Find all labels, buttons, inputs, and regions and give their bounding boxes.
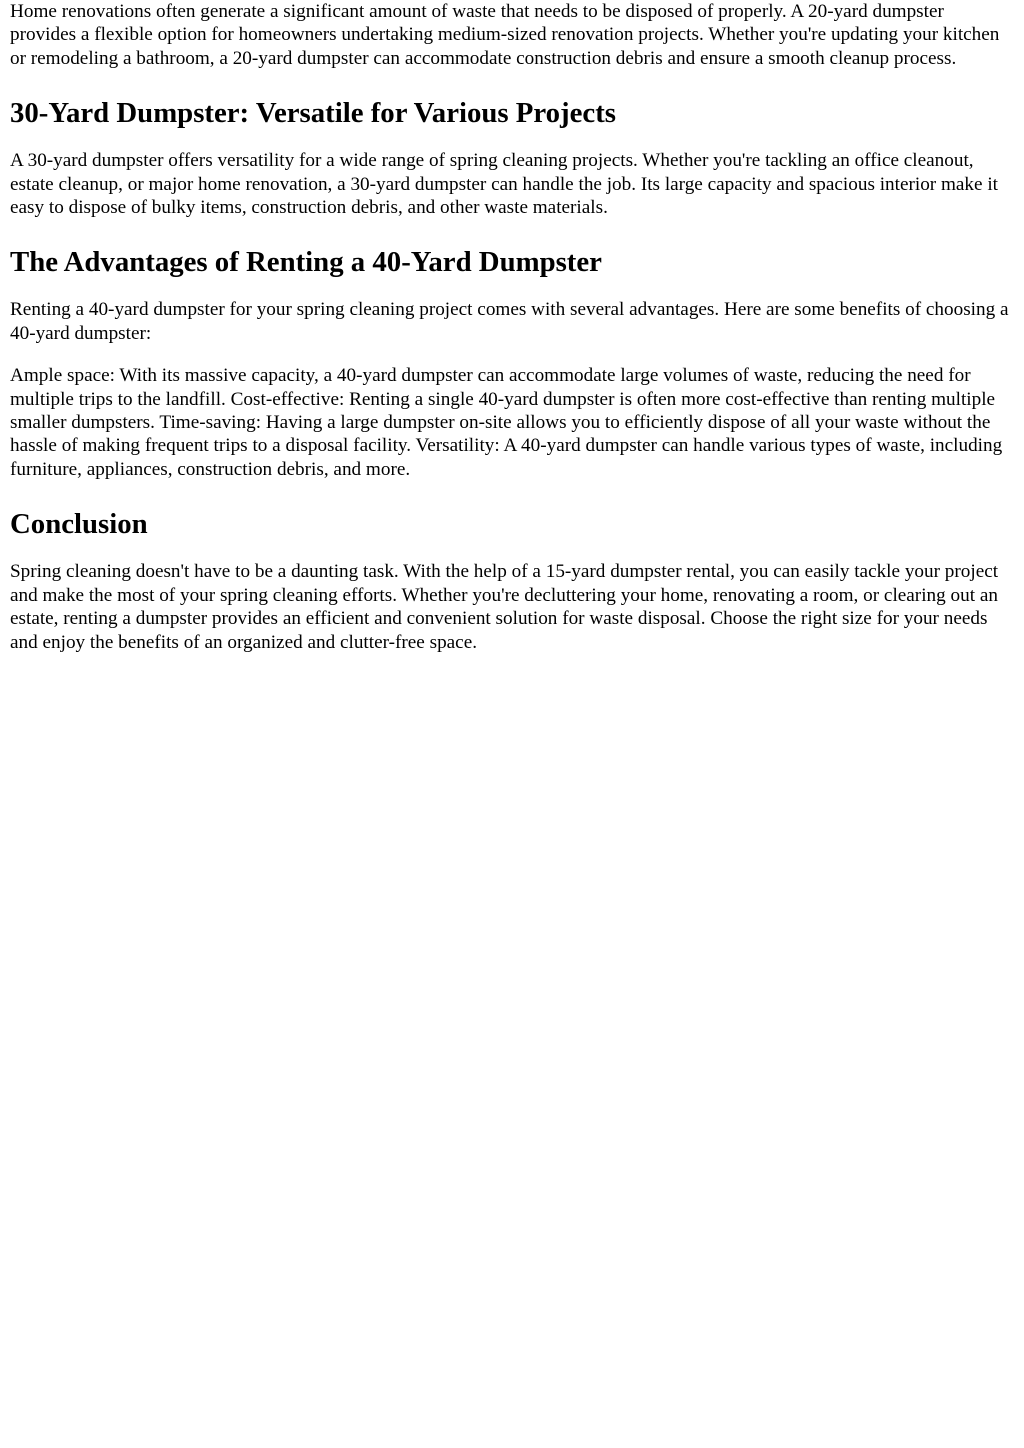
section-paragraph-30-yard: A 30-yard dumpster offers versatility for a wide range of spring cleaning projects. Whether you're tackling an office cleanout, estate cleanup, or major home renovation, a 30-yard dumpster can handle the job. Its large capacity and spacious interior make it easy to dispose of bulky items, construction debris, and other waste materials.	[10, 150, 998, 219]
section-paragraph-conclusion: Spring cleaning doesn't have to be a daunting task. With the help of a 15-yard dumpster rental, you can easily tackle your project and make the most of your spring cleaning efforts. Whether you're decluttering your home, renovating a room, or clearing out an estate, renting a dumpster provides an efficient and convenient solution for waste disposal. Choose the right size for your needs and enjoy the benefits of an organized and clutter-free space.	[10, 561, 999, 653]
section-heading-30-yard: 30-Yard Dumpster: Versatile for Various Projects	[10, 97, 616, 130]
section-paragraph-40-yard-intro: Renting a 40-yard dumpster for your spring cleaning project comes with several advantages. Here are some benefits of choosing a 40-yard dumpster:	[10, 299, 1009, 344]
section-heading-40-yard: The Advantages of Renting a 40-Yard Dumpster	[10, 246, 602, 279]
section-paragraph-40-yard-benefits: Ample space: With its massive capacity, a 40-yard dumpster can accommodate large volumes of waste, reducing the need for multiple trips to the landfill. Cost-effective: Renting a single 40-yard dumpster is often more cost-effective than renting multiple smaller dumpsters. Time-saving: Having a large dumpster on-site allows you to efficiently dispose of all your waste without the hassle of making frequent trips to a disposal facility. Versatility: A 40-yard dumpster can handle various types of waste, including furniture, appliances, construction debris, and more.	[10, 365, 1003, 480]
article-page	[0, 0, 1024, 654]
section-heading-conclusion: Conclusion	[10, 508, 148, 541]
intro-paragraph: Home renovations often generate a significant amount of waste that needs to be disposed of properly. A 20-yard dumpster provides a flexible option for homeowners undertaking medium-sized renovation projects. Whether you're updating your kitchen or remodeling a bathroom, a 20-yard dumpster can accommodate construction debris and ensure a smooth cleanup process.	[10, 1, 1000, 69]
